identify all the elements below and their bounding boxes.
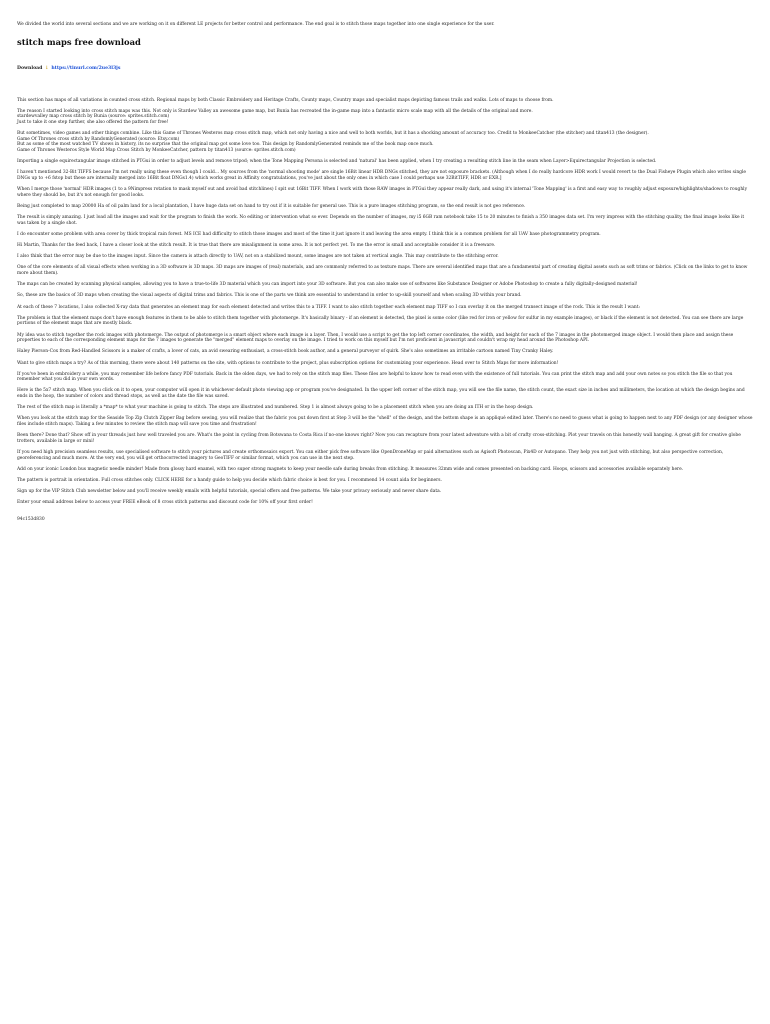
paragraph-block <box>17 388 753 399</box>
paragraph-block <box>17 416 753 427</box>
paragraph-block <box>17 305 753 311</box>
download-icon: ↓ <box>44 65 49 71</box>
paragraph-text: If you need high precision seamless results, use specialised software to stitch your pictures and create orthomosaics export. You can either pick free software like OpenDroneMap or paid alternatives such as Agisoft Photoscan, Pix4D or Autopano. They help you not just with stitching, but also perspective correction, georeferencing and much more. At the very end, you will get orthocorrected imagery to GeoTIFF or similar format, which you can use in the next step. <box>17 450 724 461</box>
paragraph-text: Just to take it one step further, she also offered the pattern for free! <box>17 119 169 125</box>
download-link[interactable]: https://tinurl.com/2ue3l3js <box>51 65 121 71</box>
paragraph-text: Being just completed to map 20000 Ha of oil palm land for a local plantation, I have huge data set on hand to try out if it is suitable for general use. This is a pure images stitching program, so the end result is not geo reference. <box>17 203 526 209</box>
paragraph-text: This section has maps of all variations in counted cross stitch. Regional maps by both Classic Embroidery and Heritage Crafts, County maps, Country maps and specialist maps depicting famous trails and walks. Lots of maps to choose from. <box>17 97 554 103</box>
paragraph-block <box>17 265 753 276</box>
download-label: Download <box>17 65 43 71</box>
paragraph-block <box>17 187 753 198</box>
paragraph-text: I haven't mentioned 32-Bit TIFFS because I'm not really using these even though I could... My sources from the 'normal shooting mode' are single 16Bit linear HDR DNGs stitched, they are not exposure brackets. (Although when I do really hardcore HDR work I would revert to the Dual Fisheye Plugin which also writes single DNGs up to +6 fstop but these are internally merged into 16Bit float DNGs1.4) which works great in Affinity congratulations, you've just about the only ones in which case I could perhaps use 32BitTIFF, HDR or EXR.] <box>17 170 746 181</box>
paragraph-block <box>17 405 753 411</box>
paragraph-block <box>17 349 753 355</box>
paragraph-text: One of the core elements of all visual effects when working in a 3D software is 3D maps. 3D maps are images of (real) materials, and are commonly referred to as texture maps. There are several identified maps that are a fundamental part of creating digital assets such as soft trims or fabrics. (Click on the links to get to know more about them). <box>17 265 748 276</box>
paragraph-text: The pattern is portrait in orientation. Full cross stitches only. CLICK HERE for a handy guide to help you decide which fabric choice is best for you. I recommend 14 count aida for beginners. <box>17 477 442 483</box>
paragraph-block <box>17 254 753 260</box>
paragraph-text: Enter your email address below to access your FREE eBook of 8 cross stitch patterns and discount code for 10% off your first order! <box>17 500 313 506</box>
paragraph-text: The rest of the stitch map is literally a *map* to what your machine is going to stitch. The steps are illustrated and numbered. Step 1 is almost always going to be a placement stitch when you are doing an ITH or in the hoop design. <box>17 405 534 411</box>
paragraph-text: Want to give stitch maps a try? As of this morning, there were about 140 patterns on the site, with options to contribute to the project, plus subscription options for customizing your experience. Head over to Stitch Maps for more information! <box>17 360 559 366</box>
paragraph-text: I also think that the error may be due to the images input. Since the camera is attach directly to UAV, not on a stabilized mount, some images are not taken at vertical angle. This may contribute to the stitching error. <box>17 254 499 260</box>
paragraph-text: When I merge those 'normal' HDR images (1 to a 9Nimpress rotation to mask myself out and avoid bad stitchlines) I spit out 16Bit TIFF. When I work with those RAW images in PTGui they appear really dark, and using it's internal 'Tone Mapping' is a first and easy way to roughly adjust exposure/highlights/shadows to roughly where they should be, but it's not enough for good looks. <box>17 187 748 198</box>
paragraph-block <box>17 433 753 444</box>
paragraph-block <box>17 361 753 367</box>
paragraph-text: stardewvalley map cross stitch by Bunia (source: sprites.stitch.com) <box>17 114 170 120</box>
paragraph-block <box>17 282 753 288</box>
paragraph-block <box>17 243 753 249</box>
paragraph-block <box>17 232 753 238</box>
paragraph-block <box>17 489 753 495</box>
paragraph-block <box>17 467 753 473</box>
page-title: stitch maps free download <box>17 36 141 47</box>
paragraph-text: But as some of the most watched TV shows in history, its no surprise that the original map got some love too. This design by RandomlyGenerated reminds me of the book map once much. <box>17 142 434 148</box>
paragraph-block <box>17 450 753 461</box>
paragraph-text: Been there? Done that? Show off in your threads just how well traveled you are. What's the point in cycling from Botswana to Costa Rica if no-one knows right? Now you can recapture from your latest adventure with a bit of crafty cross-stitching. Plot your travels on this honestly wall hanging. A great gift for creative globe trotters, available in large or mini! <box>17 433 741 444</box>
paragraph-text: So, these are the basics of 3D maps when creating the visual aspects of digital trims and fabrics. This is one of the parts we think are essential to understand in order to up-skill yourself and when scaling 3D within your brand. <box>17 293 522 299</box>
paragraph-block <box>17 372 753 383</box>
paragraph-text: Haley Pierson-Cox from Red-Handled Scissors is a maker of crafts, a lover of cats, an avid swearing enthusiast, a cross-stitch book author, and a general purveyor of quirk. She's also sometimes an irritable cartoon named Tiny Cranky Haley. <box>17 349 554 355</box>
paragraph-text: Here is the 5x7 stitch map. When you click on it to open, your computer will open it in whichever default photo viewing app or program you've designated. In the upper left corner of the stitch map, you will see the file name, the stitch count, the exact size in inches and millimeters, the location at which the design begins and ends in the hoop, the number of colors and thread stops, as well as the date the file was saved. <box>17 388 745 400</box>
paragraph-block <box>17 333 753 344</box>
paragraph-text: The problem is that the element maps don't have enough features in them to be able to stitch them together with photomerge. It's basically binary - if an element is detected, the pixel is some color (like red for iron or yellow for sulfur in my example images), or black if the element is not detected. You can see there are large portions of the element maps that are mostly black. <box>17 315 744 327</box>
paragraph-block <box>17 500 753 506</box>
paragraph-block <box>17 204 753 210</box>
paragraph-text: I do encounter some problem with area cover by thick tropical rain forest. MS ICE had difficulty to stitch those images and most of the time it just ignore it and leaving the area empty. I think this is a common problem for all UAV base photogrammetry program. <box>17 231 601 237</box>
paragraph-text: Game Of Thrones cross stitch by RandomlyGenerated (source: Etsy.com) <box>17 136 180 142</box>
article-body <box>17 98 753 506</box>
paragraph-text: Hi Martin, Thanks for the feed back, I have a closer look at the stitch result. It is true that there are misalignment in some area. It is not perfect yet. To me the error is small and acceptable consider it is a freeware. <box>17 243 496 249</box>
paragraph-block <box>17 316 753 327</box>
paragraph-block <box>17 109 753 126</box>
paragraph-text: When you look at the stitch map for the Seaside Top Zip Clutch Zipper Bag before sewing, you will realize that the fabric you put down first at Step 3 will be the "shell" of the design, and the bottom shape is an appliqué edited later. There's no need to guess what is going to happen next to any PDF design (or any designer whose files include stitch maps). Taking a few minutes to review the stitch map will save you time and frustration! <box>17 416 753 428</box>
paragraph-text: Game of Thrones Westeros Style World Map Cross Stitch by MonkeeCatcher, pattern by titan413 (source: sprites.stitch.com) <box>17 147 296 153</box>
paragraph-text: The maps can be created by scanning physical samples, allowing you to have a true-to-life 3D material which you can import into your 3D software. But you can also make use of softwares like Substance Designer or Adobe Photoshop to create a fully digitally-designed material! <box>17 282 638 288</box>
paragraph-text: My idea was to stitch together the rock images with photomerge. The output of photomerge is a smart object where each image is a layer. Then, I would use a script to get the top left corner coordinates, the width, and height for each of the 7 images in the photomerged image object. I would then place and assign these properties to each of the corresponding element maps for the 7 images to generate the "merged" element maps to overlay on the image. I tried to work on this myself but I'm not proficient in javascript and couldn't wrap my head around the Photoshop API. <box>17 332 734 344</box>
paragraph-text: At each of these 7 locations, I also collected X-ray data that generates an element map for each element detected and writes this to a TIFF. I want to also stitch together each element map TIFF so I can overlay it on the merged transect image of the rock. This is the result I want: <box>17 304 641 310</box>
intro-text: We divided the world into several sections and we are working on it on different LE projects for better control and performance. The end goal is to stitch those maps together into one single experience for the user. <box>17 22 495 27</box>
paragraph-block <box>17 131 753 153</box>
paragraph-text: Add on your iconic London bus magnetic needle minder! Made from glossy hard enamel, with two super strong magnets to keep your needle safe during breaks from stitching. It measures 32mm wide and comes presented on backing card. Hoops, scissors and accessories available separately here. <box>17 466 684 472</box>
paragraph-block <box>17 98 753 104</box>
paragraph-block <box>17 215 753 226</box>
paragraph-text: But sometimes, video games and other things combine. Like this Game of Thrones Westeros map cross stitch map, which not only having a nice and well to both worlds, but it has a shocking amount of accuracy too. Credit to MonkeeCatcher (the stitcher) and titan413 (the designer). <box>17 131 649 137</box>
paragraph-block <box>17 170 753 181</box>
paragraph-text: The reason I started looking into cross stitch maps was this. Not only is Stardew Valley an awesome game map, but Bunia has recreated the in-game map into a fantastic micro scale map with all the details of the original and more. <box>17 108 533 114</box>
paragraph-block <box>17 159 753 165</box>
paragraph-text: Sign up for the VIP Stitch Club newsletter below and you'll receive weekly emails with helpful tutorials, special offers and free patterns. We take your privacy seriously and never share data. <box>17 489 442 495</box>
download-line <box>17 66 753 71</box>
paragraph-text: Importing a single equirectangular image stitched in PTGui in order to adjust levels and remove tripod; when the Tone Mapping Persona is selected and 'natural' has been applied, when I try creating a resulting stitch line in the seam when Layer>Equirectangular Projection is selected. <box>17 159 657 165</box>
paragraph-text: The result is simply amazing. I just load all the images and wait for the program to finish the work. No editing or intervention what so ever. Depends on the number of images, my i5 6GB ram notebook take 15 to 20 minutes to finish a 350 images data set. I'm very impress with the stitching quality, the final image looks like it was taken by a single shot. <box>17 215 745 226</box>
paragraph-text: If you've been in embroidery a while, you may remember life before fancy PDF tutorials. Back in the olden days, we had to rely on the stitch map files. These files are helpful to know how to read even with the existence of full tutorials. You can print the stitch map and add your own notes so you stitch the file so that you remember what you did in your own words. <box>17 371 733 383</box>
paragraph-block <box>17 478 753 484</box>
footer-code: 94c153d830 <box>17 516 45 522</box>
paragraph-block <box>17 293 753 299</box>
